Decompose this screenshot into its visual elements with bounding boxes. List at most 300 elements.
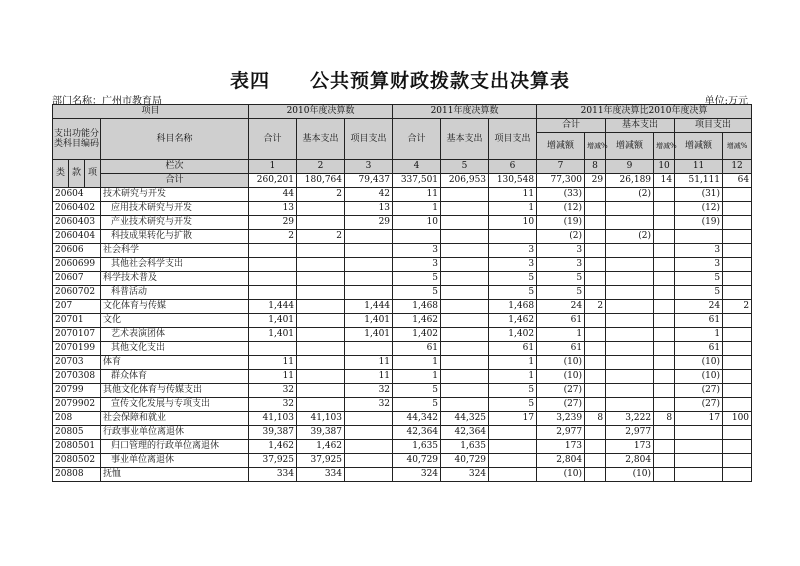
column-number: 10 xyxy=(654,160,675,174)
value-cell xyxy=(606,272,654,286)
value-cell xyxy=(606,356,654,370)
function-code: 20606 xyxy=(53,244,101,258)
header-inc-pct: 增减% xyxy=(585,133,606,160)
value-cell: 1 xyxy=(489,202,537,216)
value-cell xyxy=(654,370,675,384)
subject-name: 归口管理的行政单位离退休 xyxy=(101,440,249,454)
value-cell xyxy=(654,202,675,216)
header-func-code: 支出功能分类科目编码 xyxy=(53,119,101,160)
value-cell xyxy=(723,258,752,272)
value-cell xyxy=(441,258,489,272)
value-cell: 37,925 xyxy=(249,454,297,468)
column-number: 2 xyxy=(297,160,345,174)
value-cell: 1,468 xyxy=(489,300,537,314)
value-cell: 29 xyxy=(249,216,297,230)
value-cell: 1 xyxy=(489,370,537,384)
header-subject-name: 科目名称 xyxy=(101,119,249,160)
value-cell xyxy=(297,314,345,328)
value-cell: 1,468 xyxy=(393,300,441,314)
value-cell xyxy=(654,314,675,328)
value-cell: (10) xyxy=(606,468,654,482)
value-cell: 324 xyxy=(441,468,489,482)
value-cell: 1,444 xyxy=(345,300,393,314)
subject-name: 产业技术研究与开发 xyxy=(101,216,249,230)
header-2010-total: 合计 xyxy=(249,119,297,160)
subject-name: 社会科学 xyxy=(101,244,249,258)
value-cell xyxy=(585,426,606,440)
value-cell xyxy=(606,258,654,272)
value-cell: (10) xyxy=(537,468,585,482)
value-cell xyxy=(723,356,752,370)
value-cell: 5 xyxy=(393,398,441,412)
header-inc-amount: 增减额 xyxy=(537,133,585,160)
total-value: 206,953 xyxy=(441,174,489,188)
column-number: 6 xyxy=(489,160,537,174)
value-cell: 3 xyxy=(489,244,537,258)
value-cell: 5 xyxy=(675,272,723,286)
subject-name: 艺术表演团体 xyxy=(101,328,249,342)
value-cell: 41,103 xyxy=(249,412,297,426)
value-cell: 2,977 xyxy=(537,426,585,440)
subject-name: 其他社会科学支出 xyxy=(101,258,249,272)
value-cell: 1,401 xyxy=(249,314,297,328)
value-cell xyxy=(654,342,675,356)
value-cell: 2,977 xyxy=(606,426,654,440)
expenditure-table xyxy=(52,104,752,482)
value-cell: 1 xyxy=(489,356,537,370)
function-code: 2080501 xyxy=(53,440,101,454)
value-cell xyxy=(441,356,489,370)
function-code: 2060404 xyxy=(53,230,101,244)
value-cell xyxy=(723,216,752,230)
function-code: 2070107 xyxy=(53,328,101,342)
table-row xyxy=(53,286,752,300)
column-number: 7 xyxy=(537,160,585,174)
table-row xyxy=(53,398,752,412)
table-row xyxy=(53,202,752,216)
value-cell xyxy=(723,426,752,440)
function-code: 2060702 xyxy=(53,286,101,300)
value-cell: 8 xyxy=(654,412,675,426)
subject-name: 行政事业单位离退休 xyxy=(101,426,249,440)
value-cell: 1 xyxy=(393,202,441,216)
value-cell: 10 xyxy=(393,216,441,230)
value-cell: (27) xyxy=(675,384,723,398)
value-cell xyxy=(585,398,606,412)
value-cell xyxy=(441,300,489,314)
value-cell xyxy=(723,188,752,202)
value-cell: (27) xyxy=(537,384,585,398)
function-code: 20808 xyxy=(53,468,101,482)
table-row xyxy=(53,188,752,202)
value-cell xyxy=(297,356,345,370)
value-cell xyxy=(654,272,675,286)
value-cell xyxy=(249,244,297,258)
value-cell xyxy=(675,454,723,468)
value-cell: 1 xyxy=(393,356,441,370)
table-row xyxy=(53,384,752,398)
value-cell: 39,387 xyxy=(297,426,345,440)
table-row xyxy=(53,272,752,286)
value-cell: 1 xyxy=(393,370,441,384)
value-cell: 5 xyxy=(393,286,441,300)
value-cell xyxy=(585,328,606,342)
subject-name: 宣传文化发展与专项支出 xyxy=(101,398,249,412)
function-code: 20604 xyxy=(53,188,101,202)
value-cell xyxy=(606,244,654,258)
value-cell: 1,401 xyxy=(345,328,393,342)
header-2010-basic: 基本支出 xyxy=(297,119,345,160)
value-cell: 1,462 xyxy=(297,440,345,454)
unit-label: 单位:万元 xyxy=(704,96,748,107)
value-cell: 334 xyxy=(249,468,297,482)
value-cell: 61 xyxy=(537,342,585,356)
value-cell: (12) xyxy=(675,202,723,216)
total-value: 51,111 xyxy=(675,174,723,188)
column-number: 5 xyxy=(441,160,489,174)
value-cell: 1,402 xyxy=(393,328,441,342)
value-cell: 1,462 xyxy=(489,314,537,328)
subject-name: 群众体育 xyxy=(101,370,249,384)
value-cell: 32 xyxy=(249,384,297,398)
column-number: 4 xyxy=(393,160,441,174)
value-cell: 1,401 xyxy=(249,328,297,342)
value-cell: 11 xyxy=(345,370,393,384)
value-cell xyxy=(441,370,489,384)
value-cell xyxy=(345,468,393,482)
value-cell: (27) xyxy=(675,398,723,412)
value-cell xyxy=(585,272,606,286)
value-cell xyxy=(441,216,489,230)
function-code: 2060403 xyxy=(53,216,101,230)
table-row xyxy=(53,342,752,356)
value-cell xyxy=(441,202,489,216)
value-cell xyxy=(249,258,297,272)
value-cell xyxy=(585,258,606,272)
value-cell: 1,462 xyxy=(249,440,297,454)
value-cell: 1,635 xyxy=(441,440,489,454)
function-code: 20703 xyxy=(53,356,101,370)
value-cell: 5 xyxy=(489,398,537,412)
header-inc-pct: 增减% xyxy=(723,133,752,160)
value-cell xyxy=(585,230,606,244)
value-cell: 3 xyxy=(489,258,537,272)
value-cell xyxy=(654,468,675,482)
value-cell: 3 xyxy=(537,258,585,272)
header-row-1 xyxy=(53,105,752,119)
value-cell xyxy=(585,468,606,482)
value-cell xyxy=(441,230,489,244)
table-row xyxy=(53,216,752,230)
value-cell: 5 xyxy=(537,286,585,300)
value-cell xyxy=(723,384,752,398)
total-row xyxy=(53,174,752,188)
value-cell xyxy=(345,286,393,300)
value-cell: 32 xyxy=(249,398,297,412)
subject-name: 技术研究与开发 xyxy=(101,188,249,202)
table-row xyxy=(53,454,752,468)
column-number: 8 xyxy=(585,160,606,174)
value-cell xyxy=(585,454,606,468)
subject-name: 文化 xyxy=(101,314,249,328)
value-cell xyxy=(606,202,654,216)
function-code: 20805 xyxy=(53,426,101,440)
value-cell xyxy=(675,426,723,440)
value-cell: (2) xyxy=(537,230,585,244)
value-cell: 5 xyxy=(393,272,441,286)
subject-name: 其他文化支出 xyxy=(101,342,249,356)
value-cell: (31) xyxy=(675,188,723,202)
header-xiang: 项 xyxy=(85,160,101,188)
header-2011-basic: 基本支出 xyxy=(441,119,489,160)
value-cell xyxy=(297,202,345,216)
value-cell xyxy=(297,384,345,398)
value-cell xyxy=(654,230,675,244)
value-cell xyxy=(297,398,345,412)
value-cell xyxy=(606,370,654,384)
value-cell xyxy=(345,426,393,440)
department-name: 部门名称：广州市教育局 xyxy=(52,96,162,107)
value-cell: 3,222 xyxy=(606,412,654,426)
function-code: 2070308 xyxy=(53,370,101,384)
value-cell xyxy=(654,188,675,202)
total-value: 77,300 xyxy=(537,174,585,188)
table-row xyxy=(53,244,752,258)
header-2010: 2010年度决算数 xyxy=(249,105,393,119)
value-cell: 61 xyxy=(675,314,723,328)
table-row xyxy=(53,300,752,314)
header-compare: 2011年度决算比2010年度决算 xyxy=(537,105,752,119)
value-cell: 2 xyxy=(297,230,345,244)
value-cell: 13 xyxy=(345,202,393,216)
value-cell xyxy=(345,440,393,454)
value-cell xyxy=(654,440,675,454)
value-cell: 11 xyxy=(249,370,297,384)
value-cell xyxy=(606,384,654,398)
value-cell xyxy=(606,216,654,230)
function-code: 20799 xyxy=(53,384,101,398)
value-cell xyxy=(606,328,654,342)
value-cell: 61 xyxy=(393,342,441,356)
function-code: 20607 xyxy=(53,272,101,286)
value-cell: 11 xyxy=(345,356,393,370)
value-cell: 1,401 xyxy=(345,314,393,328)
function-code: 2079902 xyxy=(53,398,101,412)
value-cell xyxy=(723,314,752,328)
value-cell: 5 xyxy=(393,384,441,398)
value-cell xyxy=(345,244,393,258)
header-cmp-total: 合计 xyxy=(537,119,606,133)
subject-name: 抚恤 xyxy=(101,468,249,482)
header-inc-amount: 增减额 xyxy=(606,133,654,160)
value-cell xyxy=(723,202,752,216)
value-cell: 3 xyxy=(393,244,441,258)
value-cell xyxy=(654,426,675,440)
value-cell xyxy=(654,328,675,342)
function-code: 2060402 xyxy=(53,202,101,216)
header-cmp-basic: 基本支出 xyxy=(606,119,675,133)
value-cell xyxy=(585,384,606,398)
value-cell: 11 xyxy=(489,188,537,202)
total-value: 64 xyxy=(723,174,752,188)
value-cell xyxy=(345,230,393,244)
header-row-2 xyxy=(53,119,752,133)
subject-name: 社会保障和就业 xyxy=(101,412,249,426)
subject-name: 事业单位离退休 xyxy=(101,454,249,468)
value-cell xyxy=(297,244,345,258)
value-cell xyxy=(345,272,393,286)
value-cell: 1,402 xyxy=(489,328,537,342)
function-code: 2060699 xyxy=(53,258,101,272)
value-cell xyxy=(654,356,675,370)
value-cell xyxy=(585,286,606,300)
value-cell xyxy=(723,342,752,356)
value-cell: (19) xyxy=(537,216,585,230)
value-cell: 32 xyxy=(345,398,393,412)
value-cell: 1 xyxy=(537,328,585,342)
table-row xyxy=(53,440,752,454)
value-cell xyxy=(297,272,345,286)
value-cell: 100 xyxy=(723,412,752,426)
value-cell xyxy=(606,314,654,328)
table-row xyxy=(53,426,752,440)
header-lei: 类 xyxy=(53,160,69,188)
value-cell: 11 xyxy=(393,188,441,202)
value-cell xyxy=(345,342,393,356)
value-cell xyxy=(654,384,675,398)
header-2011-project: 项目支出 xyxy=(489,119,537,160)
value-cell xyxy=(585,356,606,370)
value-cell: 1,635 xyxy=(393,440,441,454)
value-cell: 61 xyxy=(537,314,585,328)
value-cell: 29 xyxy=(345,216,393,230)
value-cell: 3 xyxy=(537,244,585,258)
value-cell: 5 xyxy=(489,384,537,398)
subject-name: 文化体育与传媒 xyxy=(101,300,249,314)
subject-name: 科技成果转化与扩散 xyxy=(101,230,249,244)
value-cell xyxy=(723,328,752,342)
value-cell xyxy=(585,216,606,230)
value-cell xyxy=(489,426,537,440)
value-cell: 42 xyxy=(345,188,393,202)
value-cell: 1 xyxy=(675,328,723,342)
value-cell xyxy=(606,286,654,300)
value-cell xyxy=(441,384,489,398)
header-2011-total: 合计 xyxy=(393,119,441,160)
value-cell: 5 xyxy=(675,286,723,300)
value-cell: (19) xyxy=(675,216,723,230)
value-cell xyxy=(345,258,393,272)
header-cmp-project: 项目支出 xyxy=(675,119,752,133)
header-inc-amount: 增减额 xyxy=(675,133,723,160)
total-value: 337,501 xyxy=(393,174,441,188)
value-cell xyxy=(297,342,345,356)
subject-name: 科学技术普及 xyxy=(101,272,249,286)
value-cell: 32 xyxy=(345,384,393,398)
value-cell xyxy=(297,286,345,300)
function-code: 2080502 xyxy=(53,454,101,468)
value-cell xyxy=(723,286,752,300)
value-cell: 13 xyxy=(249,202,297,216)
value-cell: 41,103 xyxy=(297,412,345,426)
subject-name: 应用技术研究与开发 xyxy=(101,202,249,216)
column-number: 9 xyxy=(606,160,654,174)
value-cell: (33) xyxy=(537,188,585,202)
table-row xyxy=(53,258,752,272)
value-cell xyxy=(249,342,297,356)
value-cell xyxy=(489,454,537,468)
total-label: 合计 xyxy=(101,174,249,188)
value-cell xyxy=(723,468,752,482)
value-cell: 5 xyxy=(489,286,537,300)
header-inc-pct: 增减% xyxy=(654,133,675,160)
value-cell: 44 xyxy=(249,188,297,202)
value-cell: (27) xyxy=(537,398,585,412)
total-value: 130,548 xyxy=(489,174,537,188)
value-cell xyxy=(585,440,606,454)
function-code: 20701 xyxy=(53,314,101,328)
value-cell: 3,239 xyxy=(537,412,585,426)
total-value: 14 xyxy=(654,174,675,188)
table-row xyxy=(53,412,752,426)
column-number: 11 xyxy=(675,160,723,174)
value-cell xyxy=(249,272,297,286)
value-cell: 5 xyxy=(489,272,537,286)
subject-name: 其他文化体育与传媒支出 xyxy=(101,384,249,398)
value-cell: 3 xyxy=(393,258,441,272)
value-cell: 8 xyxy=(585,412,606,426)
function-code: 2070199 xyxy=(53,342,101,356)
value-cell xyxy=(297,370,345,384)
value-cell xyxy=(723,440,752,454)
total-value: 29 xyxy=(585,174,606,188)
value-cell: 2 xyxy=(585,300,606,314)
value-cell: 44,342 xyxy=(393,412,441,426)
value-cell: 3 xyxy=(675,258,723,272)
value-cell xyxy=(723,454,752,468)
value-cell xyxy=(441,398,489,412)
value-cell xyxy=(606,300,654,314)
value-cell: 1,462 xyxy=(393,314,441,328)
value-cell xyxy=(585,342,606,356)
header-item: 项目 xyxy=(53,105,249,119)
value-cell: 173 xyxy=(537,440,585,454)
value-cell: 24 xyxy=(537,300,585,314)
value-cell xyxy=(675,440,723,454)
value-cell xyxy=(393,230,441,244)
value-cell xyxy=(489,468,537,482)
column-number: 12 xyxy=(723,160,752,174)
value-cell: 3 xyxy=(675,244,723,258)
value-cell: 324 xyxy=(393,468,441,482)
value-cell xyxy=(441,188,489,202)
value-cell: 42,364 xyxy=(393,426,441,440)
total-value: 180,764 xyxy=(297,174,345,188)
value-cell: 5 xyxy=(537,272,585,286)
table-row xyxy=(53,356,752,370)
total-value: 26,189 xyxy=(606,174,654,188)
report-title xyxy=(0,66,800,93)
value-cell xyxy=(585,314,606,328)
value-cell: 1,444 xyxy=(249,300,297,314)
value-cell xyxy=(654,286,675,300)
value-cell xyxy=(489,440,537,454)
value-cell: (10) xyxy=(675,356,723,370)
value-cell: 2 xyxy=(297,188,345,202)
value-cell: 24 xyxy=(675,300,723,314)
title-text: 公共预算财政拨款支出决算表 xyxy=(310,70,571,92)
value-cell: 42,364 xyxy=(441,426,489,440)
